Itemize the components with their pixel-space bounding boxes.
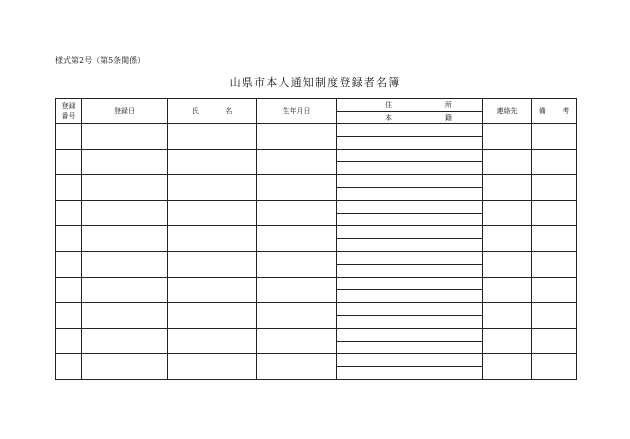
header-registration-number-line1: 登録: [61, 102, 76, 110]
table-row: [56, 277, 577, 290]
contact-cell[interactable]: [483, 175, 532, 201]
table-row: [56, 149, 577, 162]
registration-number-cell[interactable]: [56, 226, 82, 252]
contact-cell[interactable]: [483, 200, 532, 226]
address-cell[interactable]: [337, 200, 483, 213]
registration-date-cell[interactable]: [82, 328, 168, 354]
birth-date-cell[interactable]: [257, 354, 337, 380]
registered-domicile-cell[interactable]: [337, 341, 483, 354]
registered-domicile-cell[interactable]: [337, 315, 483, 328]
header-address-part2: 所: [445, 101, 452, 109]
registered-domicile-cell[interactable]: [337, 136, 483, 149]
header-remarks-part2: 考: [562, 107, 570, 115]
contact-cell[interactable]: [483, 149, 532, 175]
birth-date-cell[interactable]: [257, 175, 337, 201]
address-cell[interactable]: [337, 175, 483, 188]
name-cell[interactable]: [168, 303, 257, 329]
registered-domicile-cell[interactable]: [337, 367, 483, 380]
header-birth-date: 生年月日: [257, 99, 337, 124]
registered-domicile-cell[interactable]: [337, 187, 483, 200]
registered-domicile-cell[interactable]: [337, 239, 483, 252]
name-cell[interactable]: [168, 124, 257, 150]
name-cell[interactable]: [168, 251, 257, 277]
name-cell[interactable]: [168, 149, 257, 175]
registration-number-cell[interactable]: [56, 200, 82, 226]
header-remarks: [532, 99, 577, 124]
birth-date-cell[interactable]: [257, 226, 337, 252]
header-registration-number: [56, 99, 82, 124]
contact-cell[interactable]: [483, 124, 532, 150]
birth-date-cell[interactable]: [257, 124, 337, 150]
remarks-cell[interactable]: [532, 200, 577, 226]
registration-date-cell[interactable]: [82, 200, 168, 226]
registration-date-cell[interactable]: [82, 149, 168, 175]
header-registered-domicile: [337, 112, 483, 124]
contact-cell[interactable]: [483, 328, 532, 354]
header-registration-date: 登録日: [82, 99, 168, 124]
header-name-part2: 名: [225, 107, 233, 115]
header-contact: 連絡先: [483, 99, 532, 124]
address-cell[interactable]: [337, 354, 483, 367]
registered-domicile-cell[interactable]: [337, 264, 483, 277]
contact-cell[interactable]: [483, 251, 532, 277]
birth-date-cell[interactable]: [257, 328, 337, 354]
registration-date-cell[interactable]: [82, 175, 168, 201]
document-title: 山県市本人通知制度登録者名簿: [229, 76, 401, 89]
registration-number-cell[interactable]: [56, 175, 82, 201]
address-cell[interactable]: [337, 149, 483, 162]
remarks-cell[interactable]: [532, 124, 577, 150]
address-cell[interactable]: [337, 226, 483, 239]
registered-domicile-cell[interactable]: [337, 213, 483, 226]
registration-number-cell[interactable]: [56, 303, 82, 329]
name-cell[interactable]: [168, 277, 257, 303]
register-body: [56, 124, 577, 380]
header-name: [168, 99, 257, 124]
header-address-part1: 住: [385, 101, 392, 109]
registration-date-cell[interactable]: [82, 226, 168, 252]
remarks-cell[interactable]: [532, 226, 577, 252]
remarks-cell[interactable]: [532, 149, 577, 175]
registration-date-cell[interactable]: [82, 354, 168, 380]
registered-domicile-cell[interactable]: [337, 162, 483, 175]
table-row: [56, 303, 577, 316]
address-cell[interactable]: [337, 328, 483, 341]
registration-number-cell[interactable]: [56, 124, 82, 150]
table-row: [56, 124, 577, 137]
address-cell[interactable]: [337, 124, 483, 137]
table-row: [56, 226, 577, 239]
table-row: [56, 175, 577, 188]
registration-number-cell[interactable]: [56, 354, 82, 380]
birth-date-cell[interactable]: [257, 303, 337, 329]
remarks-cell[interactable]: [532, 354, 577, 380]
contact-cell[interactable]: [483, 226, 532, 252]
contact-cell[interactable]: [483, 303, 532, 329]
table-row: [56, 251, 577, 264]
address-cell[interactable]: [337, 251, 483, 264]
birth-date-cell[interactable]: [257, 200, 337, 226]
header-registration-number-line2: 番号: [61, 112, 76, 120]
name-cell[interactable]: [168, 354, 257, 380]
registration-date-cell[interactable]: [82, 124, 168, 150]
table-row: [56, 354, 577, 367]
name-cell[interactable]: [168, 226, 257, 252]
contact-cell[interactable]: [483, 354, 532, 380]
registration-date-cell[interactable]: [82, 303, 168, 329]
registration-date-cell[interactable]: [82, 251, 168, 277]
birth-date-cell[interactable]: [257, 251, 337, 277]
remarks-cell[interactable]: [532, 303, 577, 329]
name-cell[interactable]: [168, 328, 257, 354]
table-row: [56, 328, 577, 341]
remarks-cell[interactable]: [532, 251, 577, 277]
registration-number-cell[interactable]: [56, 251, 82, 277]
contact-cell[interactable]: [483, 277, 532, 303]
register-table: [55, 98, 577, 380]
header-remarks-part1: 備: [538, 107, 546, 115]
address-cell[interactable]: [337, 277, 483, 290]
remarks-cell[interactable]: [532, 328, 577, 354]
form-number: 様式第2号（第5条関係）: [55, 56, 146, 65]
name-cell[interactable]: [168, 200, 257, 226]
birth-date-cell[interactable]: [257, 277, 337, 303]
header-domicile-part2: 籍: [445, 113, 452, 122]
registration-number-cell[interactable]: [56, 277, 82, 303]
address-cell[interactable]: [337, 303, 483, 316]
registered-domicile-cell[interactable]: [337, 290, 483, 303]
table-row: [56, 200, 577, 213]
header-address: [337, 99, 483, 112]
remarks-cell[interactable]: [532, 277, 577, 303]
registration-number-cell[interactable]: [56, 328, 82, 354]
header-domicile-part1: 本: [385, 113, 392, 122]
name-cell[interactable]: [168, 175, 257, 201]
registration-date-cell[interactable]: [82, 277, 168, 303]
birth-date-cell[interactable]: [257, 149, 337, 175]
registration-number-cell[interactable]: [56, 149, 82, 175]
remarks-cell[interactable]: [532, 175, 577, 201]
header-name-part1: 氏: [191, 107, 199, 115]
